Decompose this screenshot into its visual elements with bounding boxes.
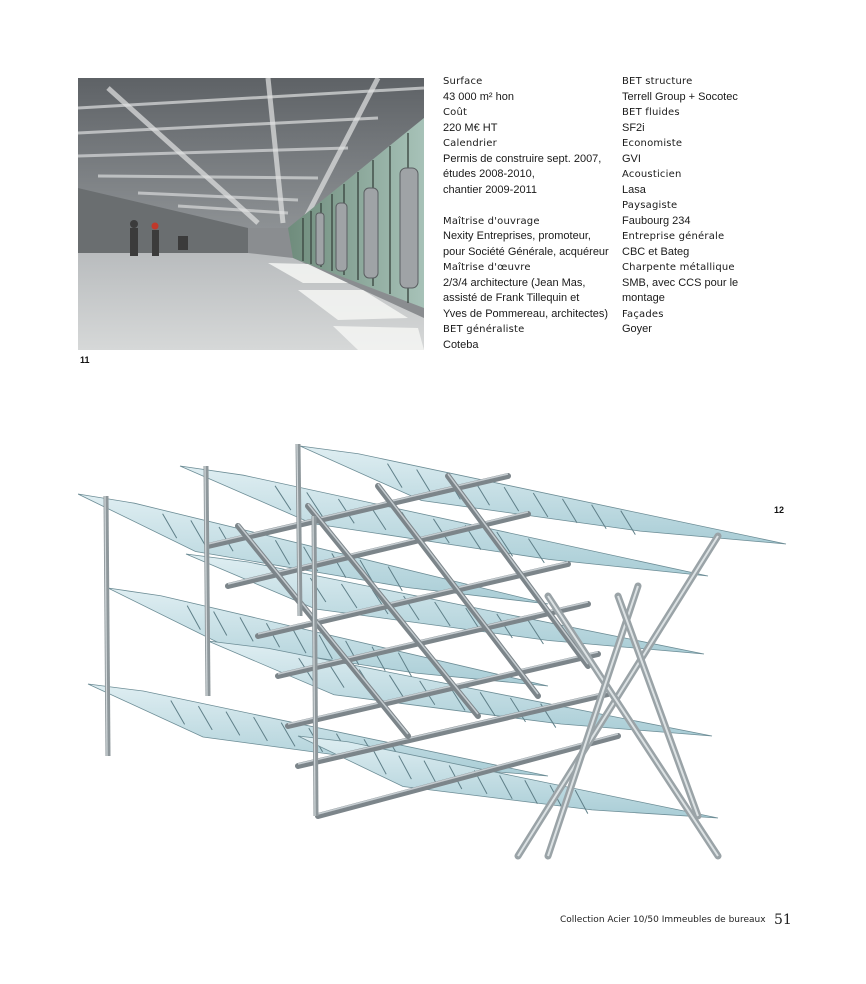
- construction-site-photo: [78, 78, 424, 350]
- figure-number-11: 11: [80, 355, 90, 365]
- credits-column-right: [622, 74, 738, 338]
- credit-value: chantier 2009-2011: [443, 183, 537, 196]
- credit-value: 220 M€ HT: [443, 121, 498, 134]
- credits-column-left: [443, 74, 609, 353]
- credit-heading: Entreprise générale: [622, 231, 725, 242]
- credit-value: Nexity Entreprises, promoteur,: [443, 230, 591, 242]
- credit-value: Lasa: [622, 183, 646, 196]
- credit-heading: Maîtrise d'œuvre: [443, 262, 531, 273]
- collection-name: Collection Acier 10/50: [560, 915, 659, 925]
- credit-value: Coteba: [443, 338, 479, 351]
- credit-value: GVI: [622, 152, 641, 165]
- credit-value: SF2i: [622, 121, 645, 134]
- credit-heading: Maîtrise d'ouvrage: [443, 215, 540, 227]
- credit-value: Goyer: [622, 323, 652, 335]
- credit-value: Yves de Pommereau, architectes): [443, 307, 609, 320]
- credit-value: Faubourg 234: [622, 214, 691, 227]
- credit-value: 43 000 m² hon: [443, 90, 514, 103]
- credit-heading: Coût: [443, 107, 468, 118]
- credit-heading: Acousticien: [622, 169, 682, 180]
- credit-heading: Charpente métallique: [622, 262, 735, 273]
- credit-value: assisté de Frank Tillequin et: [443, 292, 580, 304]
- credit-value: montage: [622, 292, 665, 304]
- page-footer: [560, 915, 766, 925]
- publication-title: Immeubles de bureaux: [661, 915, 766, 925]
- credit-value: SMB, avec CCS pour le: [622, 276, 739, 289]
- credit-heading: Paysagiste: [622, 200, 678, 211]
- credit-value: 2/3/4 architecture (Jean Mas,: [443, 276, 586, 289]
- credit-heading: BET généraliste: [443, 324, 525, 335]
- steel-structure-drawing: [78, 436, 790, 876]
- credit-heading: Calendrier: [443, 138, 497, 149]
- credit-value: Permis de construire sept. 2007,: [443, 152, 602, 165]
- page-number: 51: [774, 912, 792, 928]
- credit-heading: Economiste: [622, 138, 683, 149]
- credit-heading: Façades: [622, 308, 664, 320]
- figure-number-12: 12: [774, 505, 785, 515]
- credit-value: CBC et Bateg: [622, 245, 690, 258]
- spacer: [443, 198, 609, 214]
- credit-value: études 2008-2010,: [443, 168, 535, 180]
- credit-value: pour Société Générale, acquéreur: [443, 245, 609, 258]
- credit-heading: Surface: [443, 76, 483, 87]
- credit-value: Terrell Group + Socotec: [622, 90, 738, 103]
- credit-heading: BET structure: [622, 76, 693, 87]
- credit-heading: BET fluides: [622, 107, 680, 118]
